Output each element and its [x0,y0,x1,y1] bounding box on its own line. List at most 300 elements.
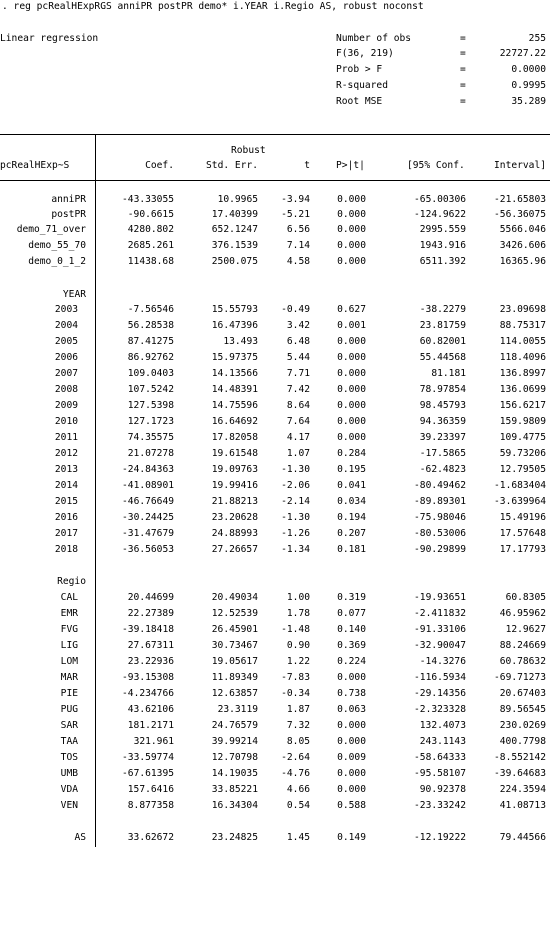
row-se: 39.99214 [211,736,258,747]
row-se: 16.34304 [211,800,258,811]
row-se: 12.63857 [211,688,258,699]
row-coef: 86.92762 [127,352,174,363]
row-var: demo_71_over [16,224,86,235]
row-var: 2010 [54,416,78,427]
table-row [0,527,550,541]
header-coef: Coef. [145,160,174,171]
row-coef: 157.6416 [127,784,174,795]
row-coef: 56.28538 [127,320,174,331]
row-coef: 23.22936 [127,656,174,667]
row-coef: 8.877358 [127,800,174,811]
stat-eq: = [460,48,466,59]
row-ci-high: 224.3594 [499,784,546,795]
row-p: 0.369 [337,640,366,651]
stat-eq: = [460,64,466,75]
row-coef: 127.5398 [127,400,174,411]
row-var: 2012 [54,448,78,459]
table-row [0,639,550,653]
stat-label: Number of obs [336,33,412,44]
stat-value: 0.9995 [511,80,546,91]
row-ci-low: 78.97854 [419,384,466,395]
row-ci-high: 230.0269 [499,720,546,731]
row-se: 17.82058 [211,432,258,443]
table-row [0,735,550,749]
row-coef: -24.84363 [122,464,174,475]
row-t: -2.06 [281,480,310,491]
row-p: 0.207 [337,528,366,539]
row-coef: 74.35575 [127,432,174,443]
row-ci-low: -58.64333 [414,752,466,763]
row-ci-low: 98.45793 [419,400,466,411]
row-var: 2008 [54,384,78,395]
row-ci-low: 1943.916 [419,240,466,251]
stat-row [0,32,550,46]
row-p: 0.284 [337,448,366,459]
row-ci-high: -1.683404 [494,480,546,491]
row-t: -2.14 [281,496,310,507]
row-coef: 33.62672 [127,832,174,843]
table-row [0,687,550,701]
row-ci-high: 23.09698 [499,304,546,315]
row-coef: -36.56053 [122,544,174,555]
row-var: LOM [60,656,78,667]
row-p: 0.149 [337,832,366,843]
row-ci-high: 12.9627 [505,624,546,635]
row-var: UMB [60,768,78,779]
stat-label: Prob > F [336,64,383,75]
row-ci-low: 90.92378 [419,784,466,795]
stat-row [0,47,550,61]
row-p: 0.627 [337,304,366,315]
row-ci-high: 60.78632 [499,656,546,667]
row-ci-high: 41.08713 [499,800,546,811]
table-row [0,399,550,413]
row-ci-high: 400.7798 [499,736,546,747]
row-p: 0.000 [337,768,366,779]
row-se: 19.61548 [211,448,258,459]
table-row [0,208,550,222]
row-se: 21.88213 [211,496,258,507]
row-ci-low: 94.36359 [419,416,466,427]
table-row [0,495,550,509]
header-depvar: pcRealHExp~S [0,160,70,171]
row-ci-low: 23.81759 [419,320,466,331]
table-row [0,623,550,637]
row-ci-low: 2995.559 [419,224,466,235]
row-t: 4.58 [286,256,310,267]
row-coef: 321.961 [133,736,174,747]
model-title: Linear regression [0,33,99,44]
row-se: 16.64692 [211,416,258,427]
row-ci-high: 60.8305 [505,592,546,603]
row-coef: 21.07278 [127,448,174,459]
row-t: 1.22 [286,656,310,667]
row-ci-high: -56.36075 [494,209,546,220]
row-ci-low: -29.14356 [414,688,466,699]
row-t: 1.87 [286,704,310,715]
row-p: 0.000 [337,384,366,395]
row-coef: -93.15308 [122,672,174,683]
command-line [0,0,424,14]
row-ci-high: -8.552142 [494,752,546,763]
stat-row [0,95,550,109]
row-ci-low: -116.5934 [414,672,466,683]
row-se: 23.20628 [211,512,258,523]
row-p: 0.000 [337,720,366,731]
stat-eq: = [460,33,466,44]
row-se: 14.48391 [211,384,258,395]
row-ci-high: 20.67403 [499,688,546,699]
row-t: 1.78 [286,608,310,619]
row-coef: -43.33055 [122,194,174,205]
row-ci-low: -32.90047 [414,640,466,651]
table-row [0,367,550,381]
row-ci-low: -19.93651 [414,592,466,603]
row-t: 1.07 [286,448,310,459]
row-se: 15.97375 [211,352,258,363]
table-header [0,159,550,173]
factor-label-year: YEAR [62,289,86,300]
row-ci-high: 159.9809 [499,416,546,427]
row-ci-low: -62.4823 [419,464,466,475]
row-se: 15.55793 [211,304,258,315]
row-ci-low: 55.44568 [419,352,466,363]
stat-label: Root MSE [336,96,383,107]
stat-value: 22727.22 [499,48,546,59]
table-row [0,351,550,365]
row-ci-high: 114.0055 [499,336,546,347]
stat-row [0,79,550,93]
table-row [0,767,550,781]
row-var: PUG [60,704,78,715]
row-t: 0.54 [286,800,310,811]
row-t: 8.64 [286,400,310,411]
row-p: 0.588 [337,800,366,811]
row-p: 0.034 [337,496,366,507]
row-var: AS [74,832,86,843]
table-row [0,255,550,269]
row-t: -1.30 [281,464,310,475]
row-var: 2006 [54,352,78,363]
row-ci-high: 88.24669 [499,640,546,651]
row-coef: 109.0403 [127,368,174,379]
row-coef: 20.44699 [127,592,174,603]
row-t: 7.64 [286,416,310,427]
row-se: 11.89349 [211,672,258,683]
table-row [0,193,550,207]
row-coef: 4280.802 [127,224,174,235]
row-t: -1.30 [281,512,310,523]
row-ci-high: 89.56545 [499,704,546,715]
row-se: 12.70798 [211,752,258,763]
row-ci-high: 79.44566 [499,832,546,843]
row-se: 19.99416 [211,480,258,491]
row-ci-low: -12.19222 [414,832,466,843]
row-var: EMR [60,608,78,619]
row-t: 1.00 [286,592,310,603]
row-t: -5.21 [281,209,310,220]
table-header-rule [0,180,550,181]
row-var: LIG [60,640,78,651]
stat-value: 35.289 [511,96,546,107]
table-row [0,479,550,493]
row-ci-low: 132.4073 [419,720,466,731]
row-var: PIE [60,688,78,699]
header-ci-high: Interval] [494,160,546,171]
table-row [0,703,550,717]
row-ci-high: -21.65803 [494,194,546,205]
row-se: 13.493 [223,336,258,347]
row-p: 0.077 [337,608,366,619]
row-se: 26.45901 [211,624,258,635]
row-ci-low: -2.323328 [414,704,466,715]
row-var: 2004 [54,320,78,331]
row-coef: -39.18418 [122,624,174,635]
row-var: 2018 [54,544,78,555]
row-p: 0.319 [337,592,366,603]
row-ci-high: -69.71273 [494,672,546,683]
row-coef: -46.76649 [122,496,174,507]
row-coef: 87.41275 [127,336,174,347]
row-ci-low: -90.29899 [414,544,466,555]
row-se: 24.88993 [211,528,258,539]
row-ci-low: -23.33242 [414,800,466,811]
stat-value: 255 [528,33,546,44]
row-ci-high: 5566.046 [499,224,546,235]
row-p: 0.000 [337,352,366,363]
row-p: 0.041 [337,480,366,491]
table-row [0,543,550,557]
row-var: VDA [60,784,78,795]
row-se: 23.3119 [217,704,258,715]
row-p: 0.181 [337,544,366,555]
row-t: -1.26 [281,528,310,539]
row-t: 7.14 [286,240,310,251]
table-row [0,607,550,621]
row-ci-high: 46.95962 [499,608,546,619]
row-se: 23.24825 [211,832,258,843]
row-coef: -33.59774 [122,752,174,763]
row-var: demo_55_70 [28,240,86,251]
table-row [0,655,550,669]
row-var: TOS [60,752,78,763]
row-ci-low: 39.23397 [419,432,466,443]
row-var: VEN [60,800,78,811]
row-se: 376.1539 [211,240,258,251]
row-t: 7.71 [286,368,310,379]
row-coef: -30.24425 [122,512,174,523]
row-coef: 43.62106 [127,704,174,715]
row-coef: -31.47679 [122,528,174,539]
row-p: 0.224 [337,656,366,667]
row-var: 2016 [54,512,78,523]
row-ci-low: 60.82001 [419,336,466,347]
row-coef: 11438.68 [127,256,174,267]
factor-label-regio: Regio [57,576,86,587]
row-ci-high: -3.639964 [494,496,546,507]
row-ci-low: 81.181 [431,368,466,379]
row-coef: 27.67311 [127,640,174,651]
row-p: 0.000 [337,784,366,795]
table-row [0,799,550,813]
row-ci-low: -80.53006 [414,528,466,539]
stat-value: 0.0000 [511,64,546,75]
row-var: 2015 [54,496,78,507]
table-row [0,671,550,685]
factor-label-line [0,575,550,589]
row-t: 3.42 [286,320,310,331]
row-p: 0.000 [337,256,366,267]
header-robust-line [0,144,550,158]
row-t: -0.49 [281,304,310,315]
table-top-rule [0,134,550,135]
row-t: 7.42 [286,384,310,395]
row-p: 0.000 [337,336,366,347]
row-se: 17.40399 [211,209,258,220]
row-t: 6.56 [286,224,310,235]
table-row [0,319,550,333]
row-ci-high: 12.79505 [499,464,546,475]
factor-label-line [0,288,550,302]
row-ci-high: -39.64683 [494,768,546,779]
stat-label: R-squared [336,80,388,91]
table-row [0,783,550,797]
table-row [0,383,550,397]
row-coef: -4.234766 [122,688,174,699]
row-var: anniPR [51,194,86,205]
row-ci-low: -89.89301 [414,496,466,507]
table-row [0,415,550,429]
stat-eq: = [460,96,466,107]
row-p: 0.195 [337,464,366,475]
row-ci-low: -124.9622 [414,209,466,220]
row-coef: 2685.261 [127,240,174,251]
header-robust: Robust [231,145,266,156]
header-se: Std. Err. [206,160,258,171]
row-var: 2009 [54,400,78,411]
row-t: 4.66 [286,784,310,795]
row-se: 33.85221 [211,784,258,795]
table-row [0,831,550,845]
row-coef: -41.08901 [122,480,174,491]
row-se: 12.52539 [211,608,258,619]
row-t: 0.90 [286,640,310,651]
row-var: 2017 [54,528,78,539]
row-t: -0.34 [281,688,310,699]
row-ci-low: -95.58107 [414,768,466,779]
row-ci-high: 156.6217 [499,400,546,411]
row-ci-low: -2.411832 [414,608,466,619]
header-p: P>|t| [336,160,365,171]
row-ci-high: 16365.96 [499,256,546,267]
row-se: 652.1247 [211,224,258,235]
row-p: 0.000 [337,240,366,251]
table-row [0,335,550,349]
row-var: CAL [60,592,78,603]
row-ci-low: -80.49462 [414,480,466,491]
row-ci-low: -14.3276 [419,656,466,667]
row-var: FVG [60,624,78,635]
row-se: 14.13566 [211,368,258,379]
row-ci-high: 3426.606 [499,240,546,251]
row-coef: 127.1723 [127,416,174,427]
stat-row [0,63,550,77]
row-t: 4.17 [286,432,310,443]
row-ci-high: 17.17793 [499,544,546,555]
stat-label: F(36, 219) [336,48,394,59]
row-p: 0.001 [337,320,366,331]
table-row [0,591,550,605]
row-p: 0.194 [337,512,366,523]
row-t: 8.05 [286,736,310,747]
row-p: 0.000 [337,368,366,379]
row-var: demo_0_1_2 [28,256,86,267]
row-t: 1.45 [286,832,310,843]
row-p: 0.000 [337,209,366,220]
row-ci-high: 118.4096 [499,352,546,363]
row-ci-low: -17.5865 [419,448,466,459]
row-se: 20.49034 [211,592,258,603]
row-t: -3.94 [281,194,310,205]
row-ci-high: 17.57648 [499,528,546,539]
row-p: 0.000 [337,194,366,205]
row-ci-low: 243.1143 [419,736,466,747]
header-ci-low: [95% Conf. [407,160,465,171]
row-se: 27.26657 [211,544,258,555]
row-ci-high: 109.4775 [499,432,546,443]
row-se: 2500.075 [211,256,258,267]
row-p: 0.000 [337,224,366,235]
table-row [0,239,550,253]
row-var: 2005 [54,336,78,347]
row-ci-low: 6511.392 [419,256,466,267]
table-row [0,447,550,461]
row-se: 19.09763 [211,464,258,475]
row-t: -4.76 [281,768,310,779]
row-ci-low: -75.98046 [414,512,466,523]
row-coef: 107.5242 [127,384,174,395]
row-p: 0.063 [337,704,366,715]
row-t: 5.44 [286,352,310,363]
command-text: . reg pcRealHExpRGS anniPR postPR demo* i.YEAR i.Regio AS, robust noconst [2,1,424,12]
row-p: 0.009 [337,752,366,763]
row-p: 0.000 [337,736,366,747]
row-ci-high: 88.75317 [499,320,546,331]
row-var: 2014 [54,480,78,491]
row-se: 14.75596 [211,400,258,411]
row-p: 0.140 [337,624,366,635]
row-se: 24.76579 [211,720,258,731]
row-var: 2003 [54,304,78,315]
row-var: TAA [60,736,78,747]
row-t: 7.32 [286,720,310,731]
row-t: -2.64 [281,752,310,763]
row-se: 14.19035 [211,768,258,779]
row-ci-low: -65.00306 [414,194,466,205]
row-p: 0.000 [337,432,366,443]
row-var: 2011 [54,432,78,443]
table-row [0,303,550,317]
row-se: 19.05617 [211,656,258,667]
row-t: 6.48 [286,336,310,347]
row-var: postPR [51,209,86,220]
row-var: SAR [60,720,78,731]
row-t: -1.48 [281,624,310,635]
row-ci-low: -91.33106 [414,624,466,635]
table-row [0,751,550,765]
row-se: 16.47396 [211,320,258,331]
row-var: 2013 [54,464,78,475]
